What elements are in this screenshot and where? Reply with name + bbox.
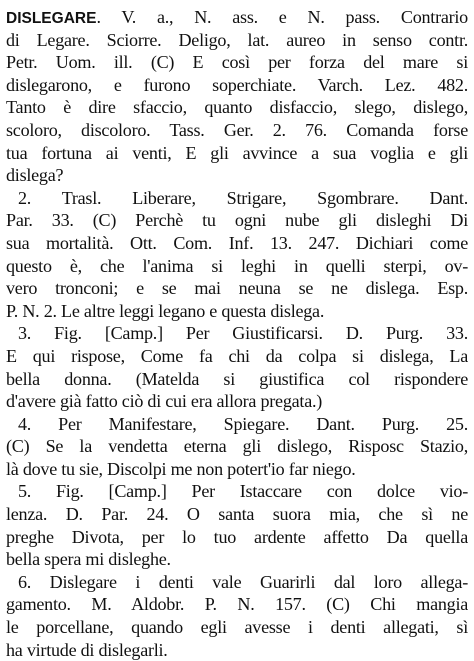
dictionary-entry xyxy=(6,6,468,661)
entry-line-17: bella donna. (Matelda si giustifica col rispondere xyxy=(6,368,468,389)
entry-line-12: questo è, che l'anima si leghi in quelli sterpi, ov- xyxy=(6,255,468,276)
entry-line-27: gamento. M. Aldobr. P. N. 157. (C) Chi mangia xyxy=(6,594,468,615)
entry-line-21: là dove tu sie, Discolpi me non potert'io far niego. xyxy=(6,458,356,479)
sense-6-line-1: 6. Dislegare i denti vale Guarirli dal loro allega- xyxy=(18,571,468,592)
entry-line-2: di Legare. Sciorre. Deligo, lat. aureo in senso contr. xyxy=(6,29,468,50)
entry-text: V. a., N. ass. e N. pass. Contrario xyxy=(121,7,468,27)
sense-2-line-1: 2. Trasl. Liberare, Strigare, Sgombrare. Dant. xyxy=(18,187,468,208)
entry-line-1: DISLEGARE. V. a., N. ass. e N. pass. Contrario xyxy=(6,7,468,27)
entry-line-6: scoloro, discoloro. Tass. Ger. 2. 76. Comanda forse xyxy=(6,119,468,140)
headword: DISLEGARE xyxy=(6,10,97,27)
entry-line-23: lenza. D. Par. 24. O santa suora mia, che sì ne xyxy=(6,504,468,525)
entry-line-3: Petr. Uom. ill. (C) E così per forza del mare si xyxy=(6,52,468,73)
entry-line-4: dislegarono, e furono soperchiate. Varch. Lez. 482. xyxy=(6,74,468,95)
sense-3-line-1: 3. Fig. [Camp.] Per Giustificarsi. D. Purg. 33. xyxy=(18,323,468,344)
entry-line-28: le porcellane, quando egli avesse i denti allegati, sì xyxy=(6,617,468,638)
entry-line-11: sua mortalità. Ott. Com. Inf. 13. 247. Dichiari come xyxy=(6,232,468,253)
entry-line-16: E qui rispose, Come fa chi da colpa si dislega, La xyxy=(6,345,468,366)
entry-line-5: Tanto è dire sfaccio, quanto disfaccio, slego, dislego, xyxy=(6,97,468,118)
entry-line-8: dislega? xyxy=(6,165,64,186)
entry-line-20: (C) Se la vendetta eterna gli dislego, Risposc Stazio, xyxy=(6,436,468,457)
entry-line-10: Par. 33. (C) Perchè tu ogni nube gli disleghi Di xyxy=(6,210,468,231)
entry-line-29: ha virtude di dislegarli. xyxy=(6,639,168,660)
entry-line-14: P. N. 2. Le altre leggi legano e questa dislega. xyxy=(6,300,325,321)
entry-line-25: bella spera mi disleghe. xyxy=(6,549,171,570)
entry-line-18: d'avere già fatto ciò di cui era allora pregata.) xyxy=(6,391,323,412)
entry-line-13: vero tronconi; e se mai neuna se ne dislega. Esp. xyxy=(6,278,468,299)
entry-line-24: preghe Divota, per lo tuo ardente affetto Da quella xyxy=(6,526,468,547)
sense-5-line-1: 5. Fig. [Camp.] Per Istaccare con dolce vio- xyxy=(18,481,468,502)
sense-4-line-1: 4. Per Manifestare, Spiegare. Dant. Purg. 25. xyxy=(18,413,468,434)
entry-line-7: tua fortuna ai venti, E gli avvince a sua voglia e gli xyxy=(6,142,468,163)
